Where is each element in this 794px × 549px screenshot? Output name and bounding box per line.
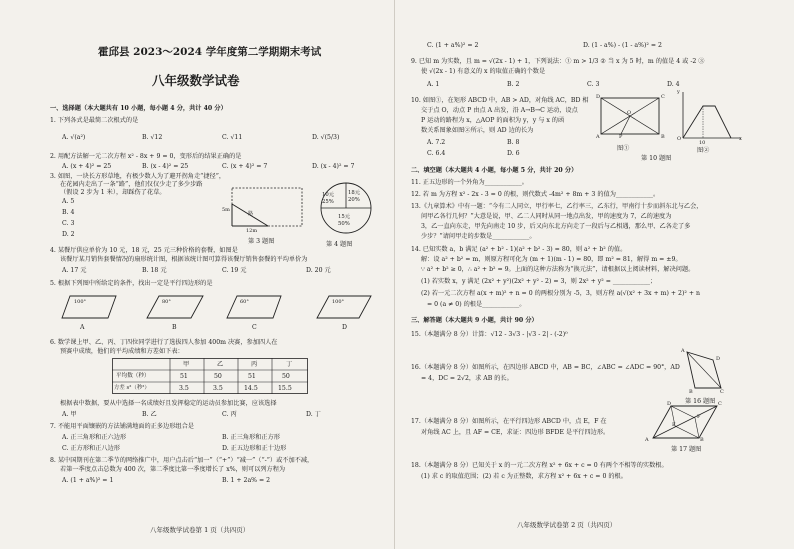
question-10-line3: P 运动的路程为 x，△AOP 的面积为 y，y 与 x 的函 [421,117,565,124]
q10-option-a: A. 7.2 [427,139,446,146]
q4-label-18yuan: 15元 [338,214,351,220]
question-14-part1: (1) 若实数 x，y 满足 (2x² + y²)(2x² + y² - 2) = 3，则 2x² + y² = ____________； [421,278,657,285]
q10-label-a: A [596,134,600,140]
question-6-line1: 6. 数学课上甲、乙、丙、丁四位同学进行了选拔四人参加 400m 决赛，参加四人在 [50,339,278,346]
question-9-line1: 9. 已知 m 为实数，且 m = √(2x - 1) + 1，下列说法：① m > 1/3 ② 当 x 为 5 时，m 的值是 4 或 -2 ③ [411,58,705,65]
q1-option-a: A. √(a²) [62,134,86,141]
question-12: 12. 若 m 为方程 x² - 2x - 3 = 0 的根，则代数式 -4m² + 8m + 3 的值为____________。 [411,191,660,198]
question-17-line1: 17.（本题满分 8 分）如图所示，在平行四边形 ABCD 中，点 E，F 在 [411,418,607,425]
q8-option-b: B. 1 + 2a% = 2 [222,477,271,484]
q6-mean-yi: 50 [214,373,222,380]
q3-road-label: 路 [248,211,254,217]
q6-option-c: C. 丙 [222,411,237,418]
q10-graph-tick-10: 10 [699,140,706,146]
q4-option-a: A. 17 元 [62,267,87,274]
q6-var-ding: 15.5 [278,385,292,392]
q17-label-a: A [645,437,649,443]
q17-figure-caption: 第 17 题图 [671,446,702,453]
section-fill-heading: 二、填空题（本大题共 4 小题，每小题 5 分，共计 20 分） [411,167,578,174]
q6-mean-jia: 51 [180,373,188,380]
q10-option-c: C. 6.4 [427,150,446,157]
q4-label-10yuan: 10元 [322,192,335,198]
q5-angle-d: 100° [332,299,345,305]
q5-figure-d [315,292,375,322]
q10-figure-caption: 第 10 题图 [641,155,672,162]
q5-figure-label-c: C [252,324,257,331]
q10-graph-origin: O [677,136,682,142]
q6-header-bing: 丙 [251,361,258,368]
q3-option-b: B. 4 [62,209,75,216]
question-13-line4: 少步？”请问甲走的步数是____________。 [421,233,536,240]
q5-angle-b: 80° [162,299,171,305]
q17-parallelogram-figure [649,402,721,444]
q10-label-o: O [627,110,632,116]
q17-label-d: D [667,401,672,407]
q3-height-label: 5m [222,207,230,213]
q3-figure-caption: 第 3 题图 [248,238,275,245]
q6-option-b: B. 乙 [142,411,157,418]
question-18-line2: (1) 求 c 的取值范围；(2) 若 c 为正整数，求方程 x² + 6x + c = 0 的根。 [421,473,627,480]
q17-label-c: C [718,401,722,407]
q6-header-jia: 甲 [183,361,190,368]
left-page-footer: 八年级数学试卷第 1 页（共四页） [150,526,250,534]
q4-option-d: D. 20 元 [306,267,331,274]
q10-label-b: B [661,134,665,140]
q4-option-c: C. 19 元 [222,267,247,274]
q6-option-d: D. 丁 [306,411,321,418]
q6-mean-ding: 50 [282,373,290,380]
question-10-line1: 10. 如图①，在矩形 ABCD 中，AB > AD，对角线 AC，BD 相 [411,97,589,104]
question-13-line2: 问甲乙各行几何？”大意是说，甲、乙二人同时从同一地点出发，甲的速度为 7，乙的速度为 [421,213,672,220]
q6-row-variance-label: 方差 s²（秒²） [114,385,150,391]
q3-figure [226,186,306,234]
q10-label-c: C [661,94,665,100]
question-13-line1: 13.《九章算术》中有一题：“今有二人同立，甲行率七，乙行率三，乙东行，甲南行十步而斜东北与乙会， [411,203,703,210]
q2-option-a: A. (x + 4)² = 25 [62,163,112,170]
q6-var-bing: 14.5 [244,385,258,392]
q10-graph-figure [675,88,745,144]
q10-graph-x-axis: x [739,136,742,142]
question-6-line2: 预赛中成绩，他们的平均成绩和方差如下表： [60,348,184,355]
q9-option-b: B. 2 [507,81,520,88]
q9-option-d: D. 4 [667,81,680,88]
q6-option-a: A. 甲 [62,411,77,418]
question-16-line2: = 4，DC = 2√2，求 AB 的长。 [421,375,513,382]
q10-label-d: D [596,94,601,100]
question-3-line3: （假设 2 步为 1 米），却踩伤了花草。 [60,189,166,196]
q5-figure-label-d: D [342,324,347,331]
q16-quadrilateral-figure [681,348,725,394]
question-4-line2: 该餐厅某月销售套餐情况的扇形统计图，根据该统计图可算得该餐厅销售套餐的平均单价为 [60,256,308,263]
q7-option-a: A. 正三角形和正六边形 [62,434,127,441]
q10-figure1-label: 图① [617,145,630,152]
q5-angle-a: 100° [74,299,87,305]
q6-row-mean-label: 平均数（秒） [116,373,150,379]
q16-label-c: C [720,389,724,395]
q17-label-e: E [672,422,676,428]
left-page [50,0,385,549]
q16-label-a: A [681,348,685,354]
question-6-tail: 根据表中数据，要从中选择一名成绩好且发挥稳定的运动员参加比赛，应该选择 [60,400,277,407]
exam-subtitle: 八年级数学试卷 [152,73,240,88]
question-3-line2: 在花园内走出了一条“路”，他们仅仅少走了多少步路 [60,181,203,188]
right-page [405,0,790,549]
q9-option-a: A. 1 [427,81,440,88]
q8-option-d: D. (1 - a%) - (1 - a%)² = 2 [583,42,662,49]
question-14-part2: (2) 若一元二次方程 a(x + m)² + n = 0 的两根分别为 -5，3，则方程 a(√(x² + 3x + m) + 2)² + n [421,290,700,297]
question-7: 7. 不能用平面镶嵌的方法铺满地面的正多边形组合是 [50,423,194,430]
q4-option-b: B. 18 元 [142,267,167,274]
q6-header-ding: 丁 [286,361,293,368]
q4-label-20pct: 20% [348,197,360,203]
q2-option-d: D. (x - 4)² = 7 [312,163,355,170]
section-solve-heading: 三、解答题（本大题共 9 小题，共计 90 分） [411,317,538,324]
q1-option-d: D. √(5/3) [312,134,340,141]
q17-label-b: B [700,437,704,443]
q16-label-b: B [689,389,693,395]
q3-option-d: D. 2 [62,231,75,238]
question-2: 2. 用配方法解一元二次方程 x² - 8x + 9 = 0，变形后的结果正确的是 [50,153,242,160]
question-14-line3: ∵ a² + b² ≥ 0，∴ a² + b² = 9。上面的这种方法称为“换元法”，请根据以上阅读材料，解决问题。 [421,266,695,273]
q3-option-a: A. 5 [62,198,75,205]
q8-option-a: A. (1 + a%)² = 1 [62,477,114,484]
q10-rectangle-figure [595,92,665,142]
q2-option-c: C. (x + 4)² = 7 [222,163,268,170]
q6-var-yi: 3.5 [213,385,223,392]
question-13-line3: 3，乙一直向东走，甲先向南走 10 步，后又向东北方向走了一段后与乙相遇，那么甲、乙各走了多 [421,223,691,230]
question-16-line1: 16.（本题满分 8 分）如图所示，在四边形 ABCD 中，AB = BC，∠ABC = ∠ADC = 90°，AD [411,364,680,371]
question-9-line2: 使 √(2x - 1) 有意义的 x 的取值正确的个数是 [421,68,546,75]
question-14-line1: 14. 已知实数 a，b 满足 (a² + b² - 1)(a² + b² - 3) = 80，则 a² + b² 的值。 [411,246,627,253]
q6-header-yi: 乙 [217,361,224,368]
q4-label-25pct: 25% [322,199,334,205]
q6-mean-bing: 51 [248,373,256,380]
q7-option-c: C. 正方形和正八边形 [62,445,120,452]
q5-figure-a [60,292,120,322]
q8-option-c: C. (1 + a%)² = 2 [427,42,479,49]
q5-angle-c: 60° [240,299,249,305]
q5-figure-c [225,292,285,322]
q10-option-d: D. 6 [507,150,520,157]
q16-label-d: D [716,356,721,362]
question-17-line2: 对角线 AC 上，且 AF = CE，求证：四边形 BFDE 是平行四边形。 [421,429,610,436]
exam-title: 霍邱县 2023～2024 学年度第二学期期末考试 [98,46,322,58]
question-8-line1: 8. 某中国期刊在第二季节的网络推广中，用户点击后“加一”（“+”）“减一”（“-”）或不加不减， [50,457,314,464]
section-choice-heading: 一、选择题（本大题共有 10 小题，每小题 4 分，共计 40 分） [50,105,227,112]
q4-figure-caption: 第 4 题图 [326,241,353,248]
question-11: 11. 正五边形的一个外角为____________。 [411,179,528,186]
q4-label-50pct: 50% [338,221,350,227]
q7-option-d: D. 正五边形和正十边形 [222,445,287,452]
q5-figure-label-b: B [172,324,177,331]
question-14-part2-tail: = 0 (a ≠ 0) 的根是____________。 [427,301,526,308]
q4-label-25yuan: 18元 [348,190,361,196]
q2-option-b: B. (x - 4)² = 25 [142,163,189,170]
q16-figure-caption: 第 16 题图 [685,398,716,405]
q10-label-p: P [619,134,623,140]
q10-option-b: B. 8 [507,139,520,146]
page-fold-line [394,0,395,549]
question-14-line2: 解：设 a² + b² = m，则原方程可化为 (m + 1)(m - 1) = 80，即 m² = 81，解得 m = ±9。 [421,256,682,263]
q7-option-b: B. 正三角形和正方形 [222,434,280,441]
q5-figure-label-a: A [80,324,85,331]
q6-var-jia: 3.5 [179,385,189,392]
question-3-line1: 3. 如图，一块长方形草地，有极少数人为了避开拐角走“捷径”， [50,173,226,180]
question-10-line2: 交于点 O，动点 P 由点 A 出发，沿 A→B→C 运动，设点 [421,107,578,114]
q3-width-label: 12m [246,228,258,234]
q5-figure-b [145,292,205,322]
question-4-line1: 4. 某餐厅供应单价为 10 元，18 元，25 元三种价格的套餐，如图是 [50,247,238,254]
question-18-line1: 18.（本题满分 8 分）已知关于 x 的一元二次方程 x² + 6x + c = 0 有两个不相等的实数根。 [411,462,668,469]
q1-option-b: B. √12 [142,134,163,141]
question-8-line2: 若第一季度点击总数为 400 次，第二季度比第一季度增长了 x%，则可以列方程为 [60,466,286,473]
question-5: 5. 根据下列图中所给定的条件，找出一定是平行四边形的是 [50,280,213,287]
q10-figure2-label: 图② [697,147,710,154]
q10-graph-y-axis: y [677,89,680,95]
question-15: 15.（本题满分 8 分）计算：√12 - 3√3 - |√3 - 2| - (-2)⁰ [411,331,568,338]
q9-option-c: C. 3 [587,81,600,88]
q3-option-c: C. 3 [62,220,75,227]
right-page-footer: 八年级数学试卷第 2 页（共四页） [517,521,617,529]
q1-option-c: C. √11 [222,134,243,141]
q17-label-f: F [697,414,701,420]
question-1: 1. 下列各式是最简二次根式的是 [50,117,139,124]
question-10-line4: 数关系图象如图②所示，则 AD 边的长为 [421,127,534,134]
